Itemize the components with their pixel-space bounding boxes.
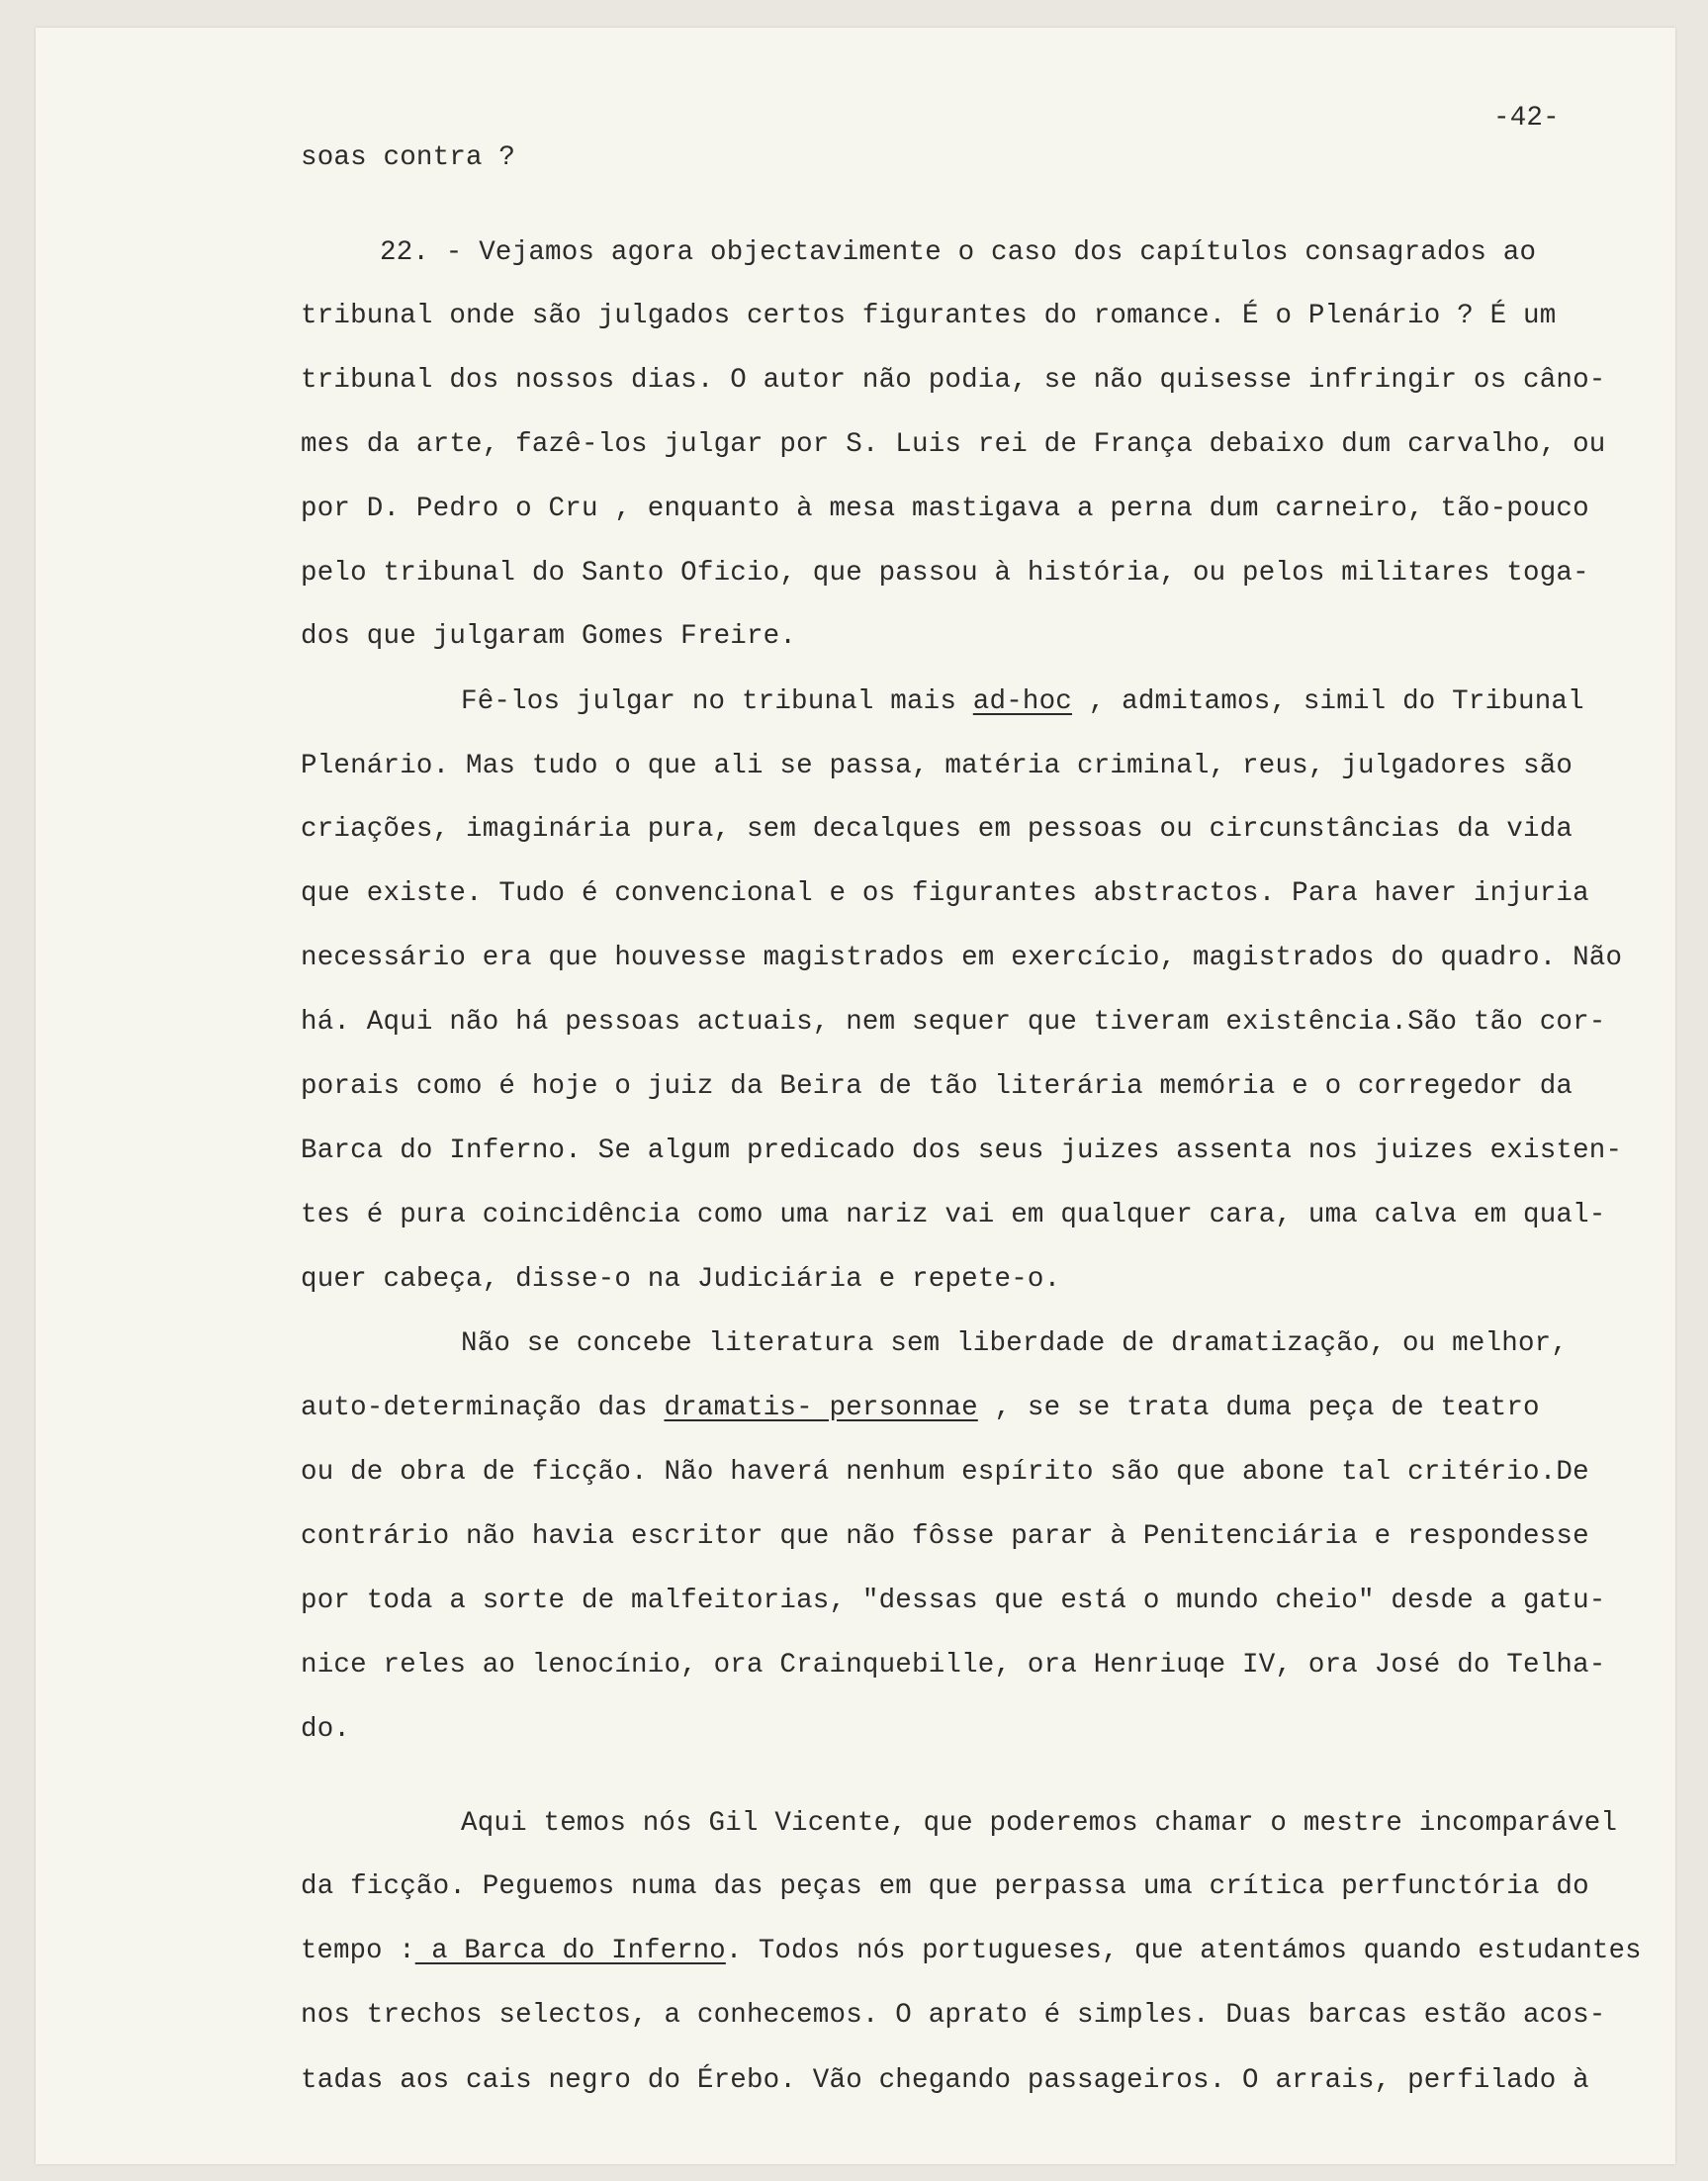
text-line: por toda a sorte de malfeitorias, "dessas que está o mundo cheio" desde a gatu- xyxy=(301,1586,1606,1616)
text-line: necessário era que houvesse magistrados em exercício, magistrados do quadro. Não xyxy=(301,943,1623,973)
text-segment: tempo : xyxy=(301,1936,415,1966)
text-line: por D. Pedro o Cru , enquanto à mesa mastigava a perna dum carneiro, tão-pouco xyxy=(301,494,1589,524)
text-line: porais como é hoje o juiz da Beira de tão literária memória e o corregedor da xyxy=(301,1071,1573,1102)
text-line: há. Aqui não há pessoas actuais, nem sequer que tiveram existência.São tão cor- xyxy=(301,1007,1606,1038)
text-line: criações, imaginária pura, sem decalques em pessoas ou circunstâncias da vida xyxy=(301,814,1573,845)
text-line: contrário não havia escritor que não fôsse parar à Penitenciária e respondesse xyxy=(301,1521,1589,1552)
text-line: que existe. Tudo é convencional e os figurantes abstractos. Para haver injuria xyxy=(301,878,1589,909)
text-segment: , admitamos, simil do Tribunal xyxy=(1072,686,1584,717)
underlined-term: ad-hoc xyxy=(972,686,1073,717)
text-line: ou de obra de ficção. Não haverá nenhum espírito são que abone tal critério.De xyxy=(301,1457,1589,1488)
text-line: soas contra ? xyxy=(301,142,516,173)
text-segment: , se se trata duma peça de teatro xyxy=(977,1393,1540,1423)
text-segment: auto-determinação das xyxy=(301,1393,665,1423)
text-line: quer cabeça, disse-o na Judiciária e repete-o. xyxy=(301,1264,1061,1295)
text-line: 22. - Vejamos agora objectavimente o caso dos capítulos consagrados ao xyxy=(380,237,1537,268)
text-line: tribunal onde são julgados certos figurantes do romance. É o Plenário ? É um xyxy=(301,301,1557,331)
underlined-term: dramatis- personnae xyxy=(664,1393,978,1423)
text-line: pelo tribunal do Santo Oficio, que passou à história, ou pelos militares toga- xyxy=(301,558,1589,589)
text-line: Aqui temos nós Gil Vicente, que poderemos chamar o mestre incomparável xyxy=(461,1808,1618,1839)
text-segment: Fê-los julgar no tribunal mais xyxy=(461,686,973,717)
text-line: Não se concebe literatura sem liberdade de dramatização, ou melhor, xyxy=(461,1328,1569,1359)
text-line: do. xyxy=(301,1714,351,1745)
text-line: nos trechos selectos, a conhecemos. O aprato é simples. Duas barcas estão acos- xyxy=(301,2000,1606,2031)
text-segment: . Todos nós portugueses, que atentámos quando estudantes xyxy=(725,1936,1642,1966)
text-line xyxy=(301,1936,1642,1966)
text-line: tribunal dos nossos dias. O autor não podia, se não quisesse infringir os câno- xyxy=(301,365,1606,396)
text-line: tadas aos cais negro do Érebo. Vão chegando passageiros. O arrais, perfilado à xyxy=(301,2065,1589,2096)
text-line: tes é pura coincidência como uma nariz vai em qualquer cara, uma calva em qual- xyxy=(301,1200,1606,1230)
text-line xyxy=(301,1393,1540,1423)
text-line: Plenário. Mas tudo o que ali se passa, matéria criminal, reus, julgadores são xyxy=(301,751,1573,781)
text-line: Barca do Inferno. Se algum predicado dos seus juizes assenta nos juizes existen- xyxy=(301,1136,1623,1166)
underlined-term: a Barca do Inferno xyxy=(414,1936,726,1966)
text-line: da ficção. Peguemos numa das peças em que perpassa uma crítica perfunctória do xyxy=(301,1871,1589,1902)
page-number: -42- xyxy=(1493,103,1560,134)
text-line: dos que julgaram Gomes Freire. xyxy=(301,621,797,652)
text-line: nice reles ao lenocínio, ora Crainquebille, ora Henriuqe IV, ora José do Telha- xyxy=(301,1650,1606,1681)
text-line xyxy=(461,686,1584,717)
text-line: mes da arte, fazê-los julgar por S. Luis rei de França debaixo dum carvalho, ou xyxy=(301,429,1606,460)
